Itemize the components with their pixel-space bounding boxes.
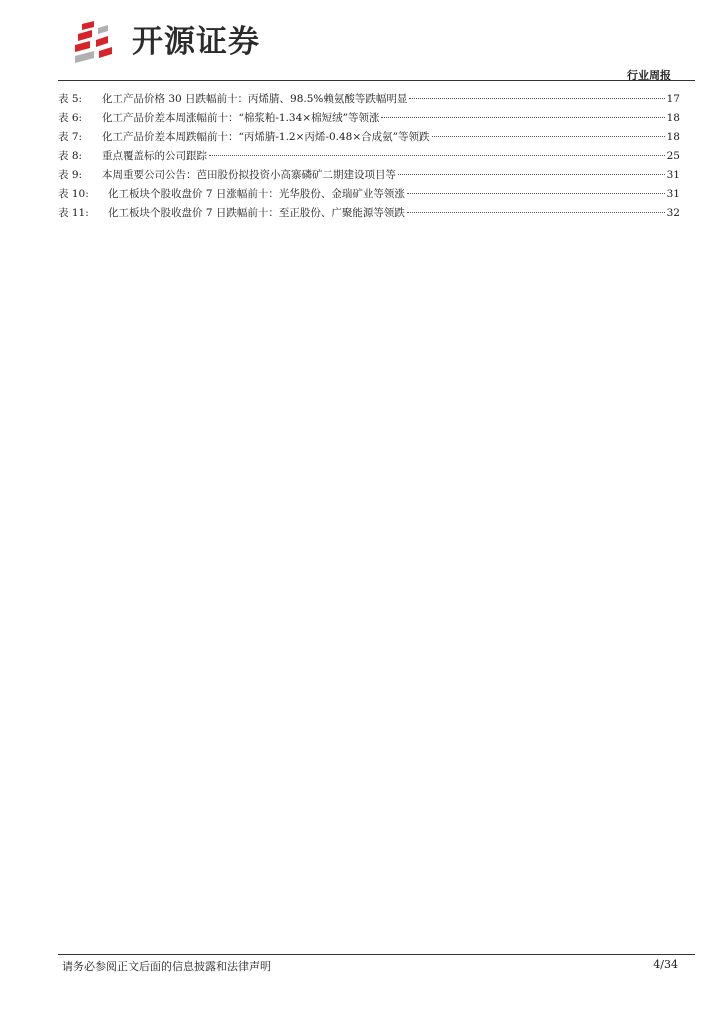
toc-entry-title: 重点覆盖标的公司跟踪: [102, 150, 207, 162]
toc-entry-page: 17: [666, 93, 680, 105]
toc-entry-title: 化工产品价格 30 日跌幅前十：丙烯腈、98.5%赖氨酸等跌幅明显: [102, 93, 408, 105]
kaiyuan-logo-icon: [72, 20, 126, 64]
toc-entry-table-7[interactable]: [58, 128, 680, 147]
page-number: 4/34: [653, 958, 678, 971]
toc-entry-table-6[interactable]: [58, 109, 680, 128]
toc-dot-leader: [398, 174, 665, 175]
toc-dot-leader: [409, 98, 664, 99]
toc-entry-page: 18: [666, 112, 680, 124]
toc-entry-number: 表 5:: [58, 93, 83, 105]
toc-entry-number: 表 10:: [58, 188, 89, 200]
toc-entry-title: 化工板块个股收盘价 7 日涨幅前十：光华股份、金瑞矿业等领涨: [108, 188, 405, 200]
document-type-label: 行业周报: [627, 69, 671, 82]
toc-entry-number: 表 11:: [58, 207, 89, 219]
toc-entry-number: 表 7:: [58, 131, 83, 143]
toc-dot-leader: [407, 212, 665, 213]
toc-entry-number: 表 6:: [58, 112, 83, 124]
toc-entry-page: 32: [666, 207, 680, 219]
table-of-contents: [58, 90, 680, 223]
toc-dot-leader: [432, 136, 665, 137]
toc-entry-title: 化工产品价差本周涨幅前十：“棉浆粕-1.34×棉短绒”等领涨: [102, 112, 380, 124]
toc-entry-number: 表 9:: [58, 169, 83, 181]
toc-entry-page: 31: [666, 169, 680, 181]
toc-entry-table-8[interactable]: [58, 147, 680, 166]
toc-entry-number: 表 8:: [58, 150, 83, 162]
toc-entry-page: 31: [666, 188, 680, 200]
toc-entry-title: 化工产品价差本周跌幅前十：“丙烯腈-1.2×丙烯-0.48×合成氨”等领跌: [102, 131, 430, 143]
toc-entry-table-9[interactable]: [58, 166, 680, 185]
toc-entry-page: 18: [666, 131, 680, 143]
brand-name: 开源证券: [132, 24, 260, 60]
footer-divider: [58, 954, 695, 955]
toc-entry-title: 本周重要公司公告：芭田股份拟投资小高寨磷矿二期建设项目等: [102, 169, 396, 181]
toc-entry-page: 25: [666, 150, 680, 162]
toc-entry-table-11[interactable]: [58, 204, 680, 223]
toc-dot-leader: [381, 117, 664, 118]
toc-dot-leader: [407, 193, 665, 194]
toc-entry-table-10[interactable]: [58, 185, 680, 204]
toc-entry-title: 化工板块个股收盘价 7 日跌幅前十：至正股份、广聚能源等领跌: [108, 207, 405, 219]
header-divider: [58, 80, 695, 81]
toc-dot-leader: [209, 155, 665, 156]
brand-logo: [72, 20, 260, 64]
footer-disclaimer: 请务必参阅正文后面的信息披露和法律声明: [62, 960, 271, 973]
toc-entry-table-5[interactable]: [58, 90, 680, 109]
